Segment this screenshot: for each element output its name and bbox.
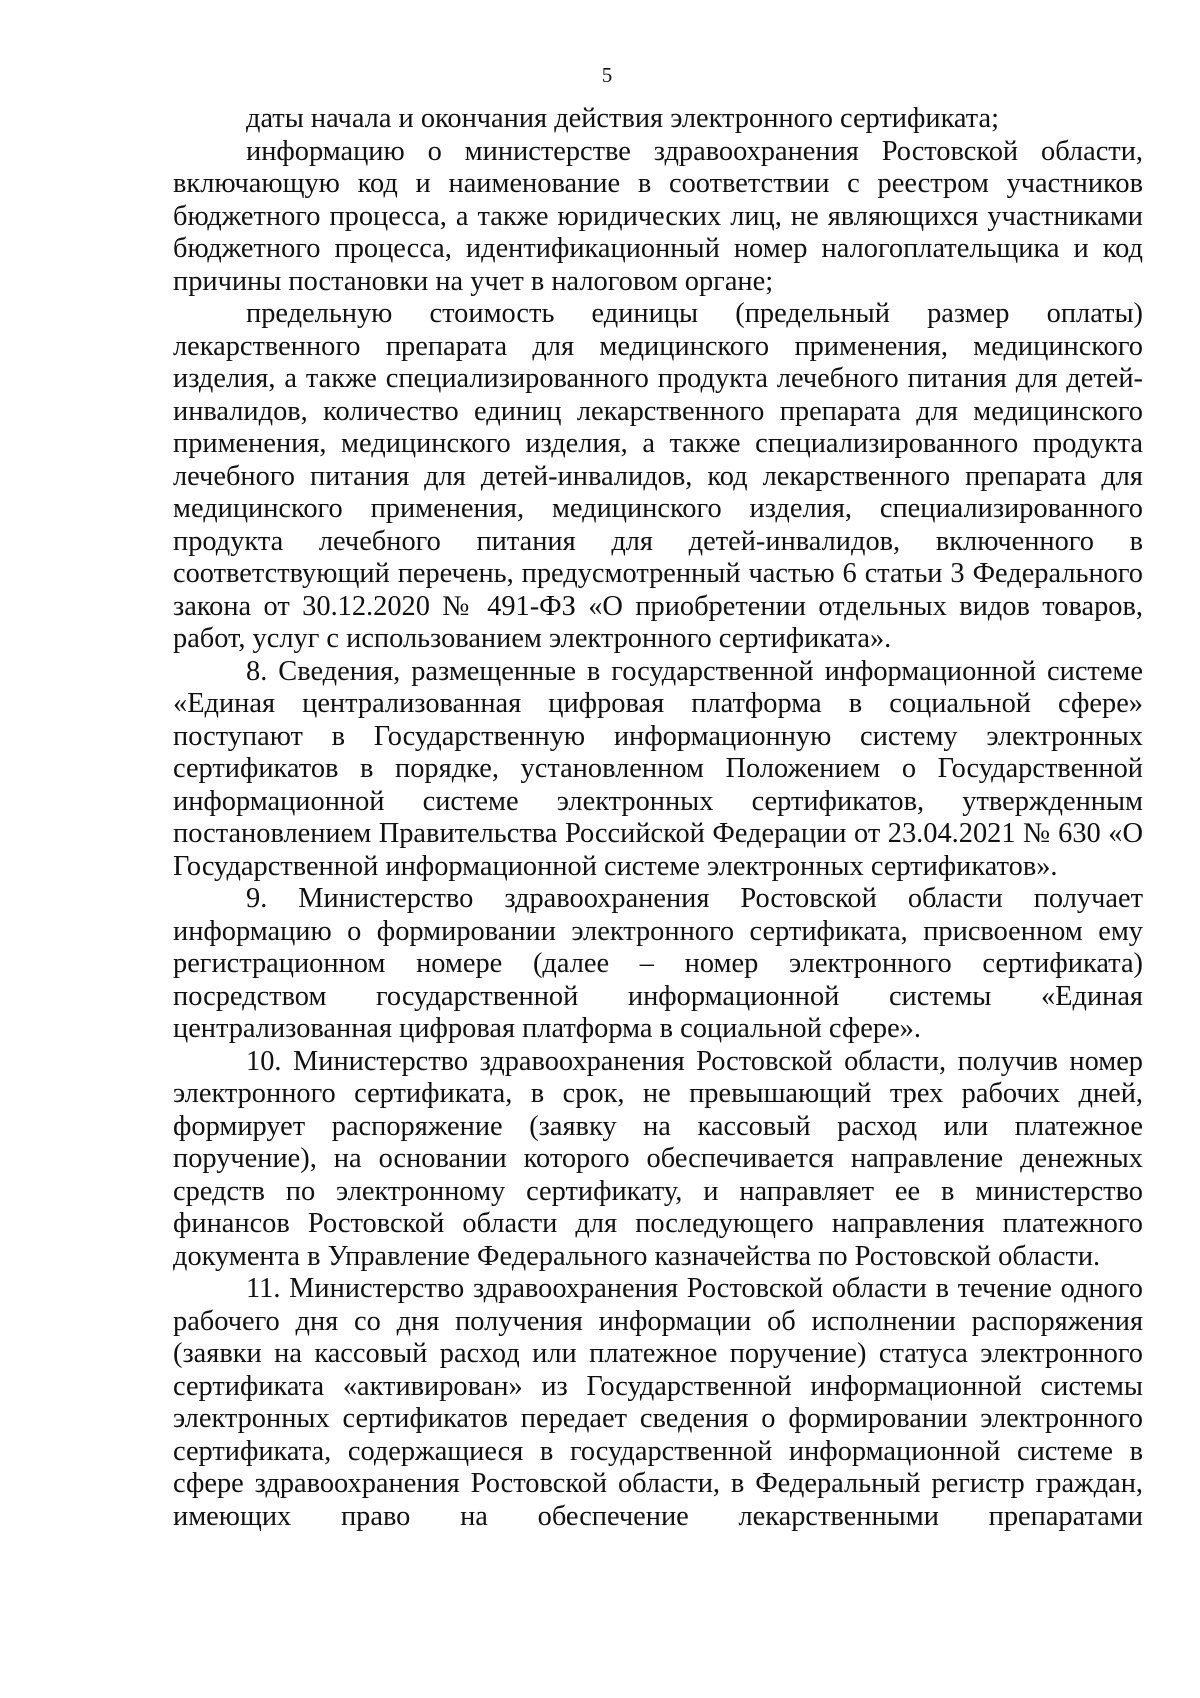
paragraph-item-10: 10. Министерство здравоохранения Ростовской области, получив номер электронного сертификата, в срок, не превышающий трех рабочих дней, формирует распоряжение (заявку на кассовый расход или платежное поручение), на основании которого обеспечивается направление денежных средств по электронному сертификату, и направляет ее в министерство финансов Ростовской области для последующего направления платежного документа в Управление Федерального казначейства по Ростовской области. (173, 1045, 1143, 1272)
page-number: 5 (601, 63, 613, 87)
paragraph-certificate-dates: даты начала и окончания действия электронного сертификата; (246, 103, 1000, 134)
document-body (173, 103, 1143, 1533)
paragraph-item-11: 11. Министерство здравоохранения Ростовской области в течение одного рабочего дня со дня получения информации об исполнении распоряжения (заявки на кассовый расход или платежное поручение) статуса электронного сертификата «активирован» из Государственной информационной системы электронных сертификатов передает сведения о формировании электронного сертификата, содержащиеся в государственной информационной системе в сфере здравоохранения Ростовской области, в Федеральный регистр граждан, имеющих право на обеспечение лекарственными препаратами (173, 1273, 1143, 1532)
paragraph-item-9: 9. Министерство здравоохранения Ростовской области получает информацию о формировании электронного сертификата, присвоенном ему регистрационном номере (далее – номер электронного сертификата) посредством государственной информационной системы «Единая централизованная цифровая платформа в социальной сфере». (173, 883, 1143, 1044)
paragraph-max-cost: предельную стоимость единицы (предельный размер оплаты) лекарственного препарата для медицинского применения, медицинского изделия, а также специализированного продукта лечебного питания для детей-инвалидов, количество единиц лекарственного препарата для медицинского применения, медицинского изделия, а также специализированного продукта лечебного питания для детей-инвалидов, код лекарственного препарата для медицинского применения, медицинского изделия, специализированного продукта лечебного питания для детей-инвалидов, включенного в соответствующий перечень, предусмотренный частью 6 статьи 3 Федерального закона от 30.12.2020 № 491-ФЗ «О приобретении отдельных видов товаров, работ, услуг с использованием электронного сертификата». (173, 298, 1143, 654)
paragraph-item-8: 8. Сведения, размещенные в государственной информационной системе «Единая централизованная цифровая платформа в социальной сфере» поступают в Государственную информационную систему электронных сертификатов в порядке, установленном Положением о Государственной информационной системе электронных сертификатов, утвержденным постановлением Правительства Российской Федерации от 23.04.2021 № 630 «О Государственной информационной системе электронных сертификатов». (173, 655, 1143, 882)
paragraph-ministry-info: информацию о министерстве здравоохранения Ростовской области, включающую код и наименование в соответствии с реестром участников бюджетного процесса, а также юридических лиц, не являющихся участниками бюджетного процесса, идентификационный номер налогоплательщика и код причины постановки на учет в налоговом органе; (173, 135, 1143, 297)
